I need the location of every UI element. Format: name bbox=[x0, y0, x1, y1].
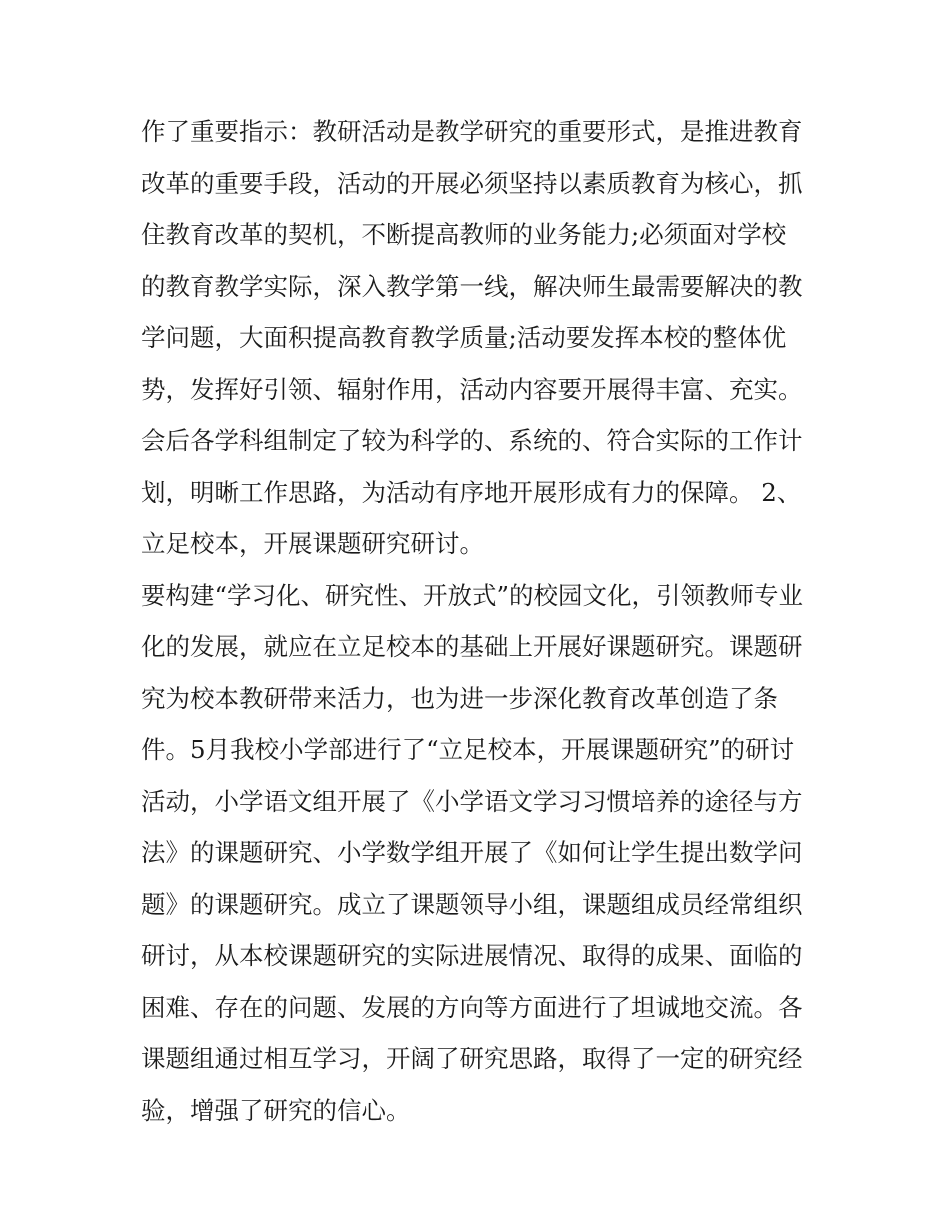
body-text bbox=[141, 106, 821, 1136]
text-line: 划，明晰工作思路，为活动有序地开展形成有力的保障。 2、 bbox=[141, 477, 802, 507]
text-line: 课题组通过相互学习，开阔了研究思路，取得了一定的研究经 bbox=[141, 1044, 803, 1073]
text-line: 法》的课题研究、小学数学组开展了《如何让学生提出数学问 bbox=[141, 838, 803, 867]
text-line: 化的发展，就应在立足校本的基础上开展好课题研究。课题研 bbox=[141, 632, 803, 661]
text-line: 势，发挥好引领、辐射作用，活动内容要开展得丰富、充实。 bbox=[141, 374, 803, 404]
text-line: 究为校本教研带来活力，也为进一步深化教育改革创造了条 bbox=[141, 683, 778, 713]
text-line: 活动，小学语文组开展了《小学语文学习习惯培养的途径与方 bbox=[141, 786, 803, 816]
text-line: 作了重要指示：教研活动是教学研究的重要形式，是推进教育 bbox=[141, 117, 803, 146]
text-line: 的教育教学实际，深入教学第一线，解决师生最需要解决的教 bbox=[141, 271, 803, 301]
text-line: 困难、存在的问题、发展的方向等方面进行了坦诚地交流。各 bbox=[141, 992, 803, 1022]
text-line: 会后各学科组制定了较为科学的、系统的、符合实际的工作计 bbox=[141, 426, 803, 455]
text-line: 住教育改革的契机，不断提高教师的业务能力;必须面对学校 bbox=[141, 220, 787, 249]
text-line: 研讨，从本校课题研究的实际进展情况、取得的成果、面临的 bbox=[141, 941, 803, 970]
text-line: 题》的课题研究。成立了课题领导小组，课题组成员经常组织 bbox=[141, 889, 803, 919]
text-line: 件。5月我校小学部进行了“立足校本，开展课题研究”的研讨 bbox=[141, 735, 795, 764]
text-line: 验，增强了研究的信心。 bbox=[141, 1095, 411, 1125]
text-line: 学问题，大面积提高教育教学质量;活动要发挥本校的整体优 bbox=[141, 323, 787, 352]
text-line: 要构建“学习化、研究性、开放式”的校园文化，引领教师专业 bbox=[141, 580, 804, 610]
text-line: 改革的重要手段，活动的开展必须坚持以素质教育为核心，抓 bbox=[141, 168, 803, 198]
text-line: 立足校本，开展课题研究研讨。 bbox=[141, 529, 484, 558]
